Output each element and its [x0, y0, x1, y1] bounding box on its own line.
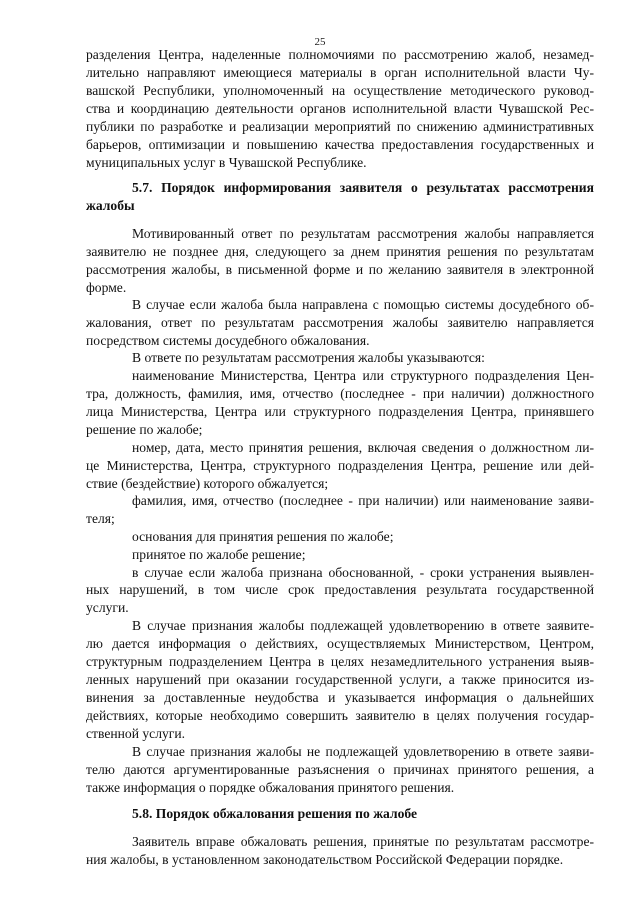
text-line: лительно направляют имеющиеся материалы в орган исполнительной власти Чу-	[86, 65, 594, 80]
text-line: основания для принятия решения по жалобе;	[132, 529, 394, 544]
text-line: фамилия, имя, отчество (последнее - при наличии) или наименование заяви-	[132, 493, 594, 508]
text-line: В случае если жалоба была направлена с помощью системы досудебного об-	[132, 297, 594, 312]
page-number: 25	[314, 36, 326, 48]
text-line: телю даются аргументированные разъяснения о причинах принятого решения, а	[86, 762, 594, 777]
text-line: ства и координацию деятельности органов исполнительной власти Чувашской Рес-	[86, 101, 594, 116]
text-line: барьеров, оптимизации и повышению качества предоставления государственных и	[86, 137, 594, 152]
text-line: тра, должность, фамилия, имя, отчество (последнее - при наличии) должностного	[86, 386, 594, 401]
text-line: номер, дата, место принятия решения, включая сведения о должностном ли-	[132, 440, 594, 455]
text-line: муниципальных услуг в Чувашской Республике.	[86, 155, 367, 170]
text-line: лю дается информация о действиях, осуществляемых Министерством, Центром,	[86, 636, 594, 651]
section-heading-line: 5.8. Порядок обжалования решения по жалобе	[132, 806, 418, 821]
text-line: в случае если жалоба признана обоснованной, - сроки устранения выявлен-	[132, 565, 594, 580]
text-line: Мотивированный ответ по результатам рассмотрения жалобы направляется	[132, 226, 594, 241]
text-line: действиях, которые необходимо совершить заявителю в целях получения государ-	[86, 708, 594, 723]
text-line: также информация о порядке обжалования принятого решения.	[86, 780, 455, 795]
text-line: теля;	[86, 511, 115, 526]
text-line: В ответе по результатам рассмотрения жалобы указываются:	[132, 350, 485, 365]
text-line: решение по жалобе;	[86, 422, 203, 437]
text-line: вашской Республики, уполномоченный на осуществление методического руковод-	[86, 83, 594, 98]
text-line: ствие (бездействие) которого обжалуется;	[86, 476, 329, 491]
text-line: ленных нарушений при оказании государственной услуги, а также приносится из-	[86, 672, 594, 687]
text-line: заявителю не позднее дня, следующего за днем принятия решения по результатам	[86, 244, 594, 259]
text-line: В случае признания жалобы не подлежащей удовлетворению в ответе заяви-	[132, 744, 594, 759]
text-line: жалования, ответ по результатам рассмотрения жалобы заявителю направляется	[86, 315, 594, 330]
section-heading-line: 5.7. Порядок информирования заявителя о результатах рассмотрения	[132, 180, 594, 195]
text-line: лица Министерства, Центра или структурного подразделения Центра, принявшего	[86, 404, 594, 419]
text-line: публики по разработке и реализации мероприятий по снижению административных	[86, 119, 594, 134]
text-line: Заявитель вправе обжаловать решения, принятые по результатам рассмотре-	[132, 834, 594, 849]
text-line: В случае признания жалобы подлежащей удовлетворению в ответе заявите-	[132, 618, 594, 633]
text-line: винения за доставленные неудобства и указывается информация о дальнейших	[86, 690, 594, 705]
text-line: принятое по жалобе решение;	[132, 547, 306, 562]
text-line: форме.	[86, 280, 127, 295]
section-heading-line: жалобы	[86, 198, 135, 213]
text-line: услуги.	[86, 600, 129, 615]
text-line: ственной услуги.	[86, 726, 186, 741]
text-line: структурным подразделением Центра в целях незамедлительного устранения выяв-	[86, 654, 594, 669]
text-line: ных нарушений, в том числе срок предоставления результата государственной	[86, 582, 594, 597]
text-line: разделения Центра, наделенные полномочиями по рассмотрению жалоб, незамед-	[86, 47, 594, 62]
text-line: це Министерства, Центра, структурного подразделения Центра, решение или дей-	[86, 458, 594, 473]
text-line: ния жалобы, в установленном законодательством Российской Федерации порядке.	[86, 852, 564, 867]
text-line: посредством системы досудебного обжалования.	[86, 333, 370, 348]
text-line: наименование Министерства, Центра или структурного подразделения Цен-	[132, 368, 594, 383]
text-line: рассмотрения жалобы, в письменной форме и по желанию заявителя в электронной	[86, 262, 594, 277]
